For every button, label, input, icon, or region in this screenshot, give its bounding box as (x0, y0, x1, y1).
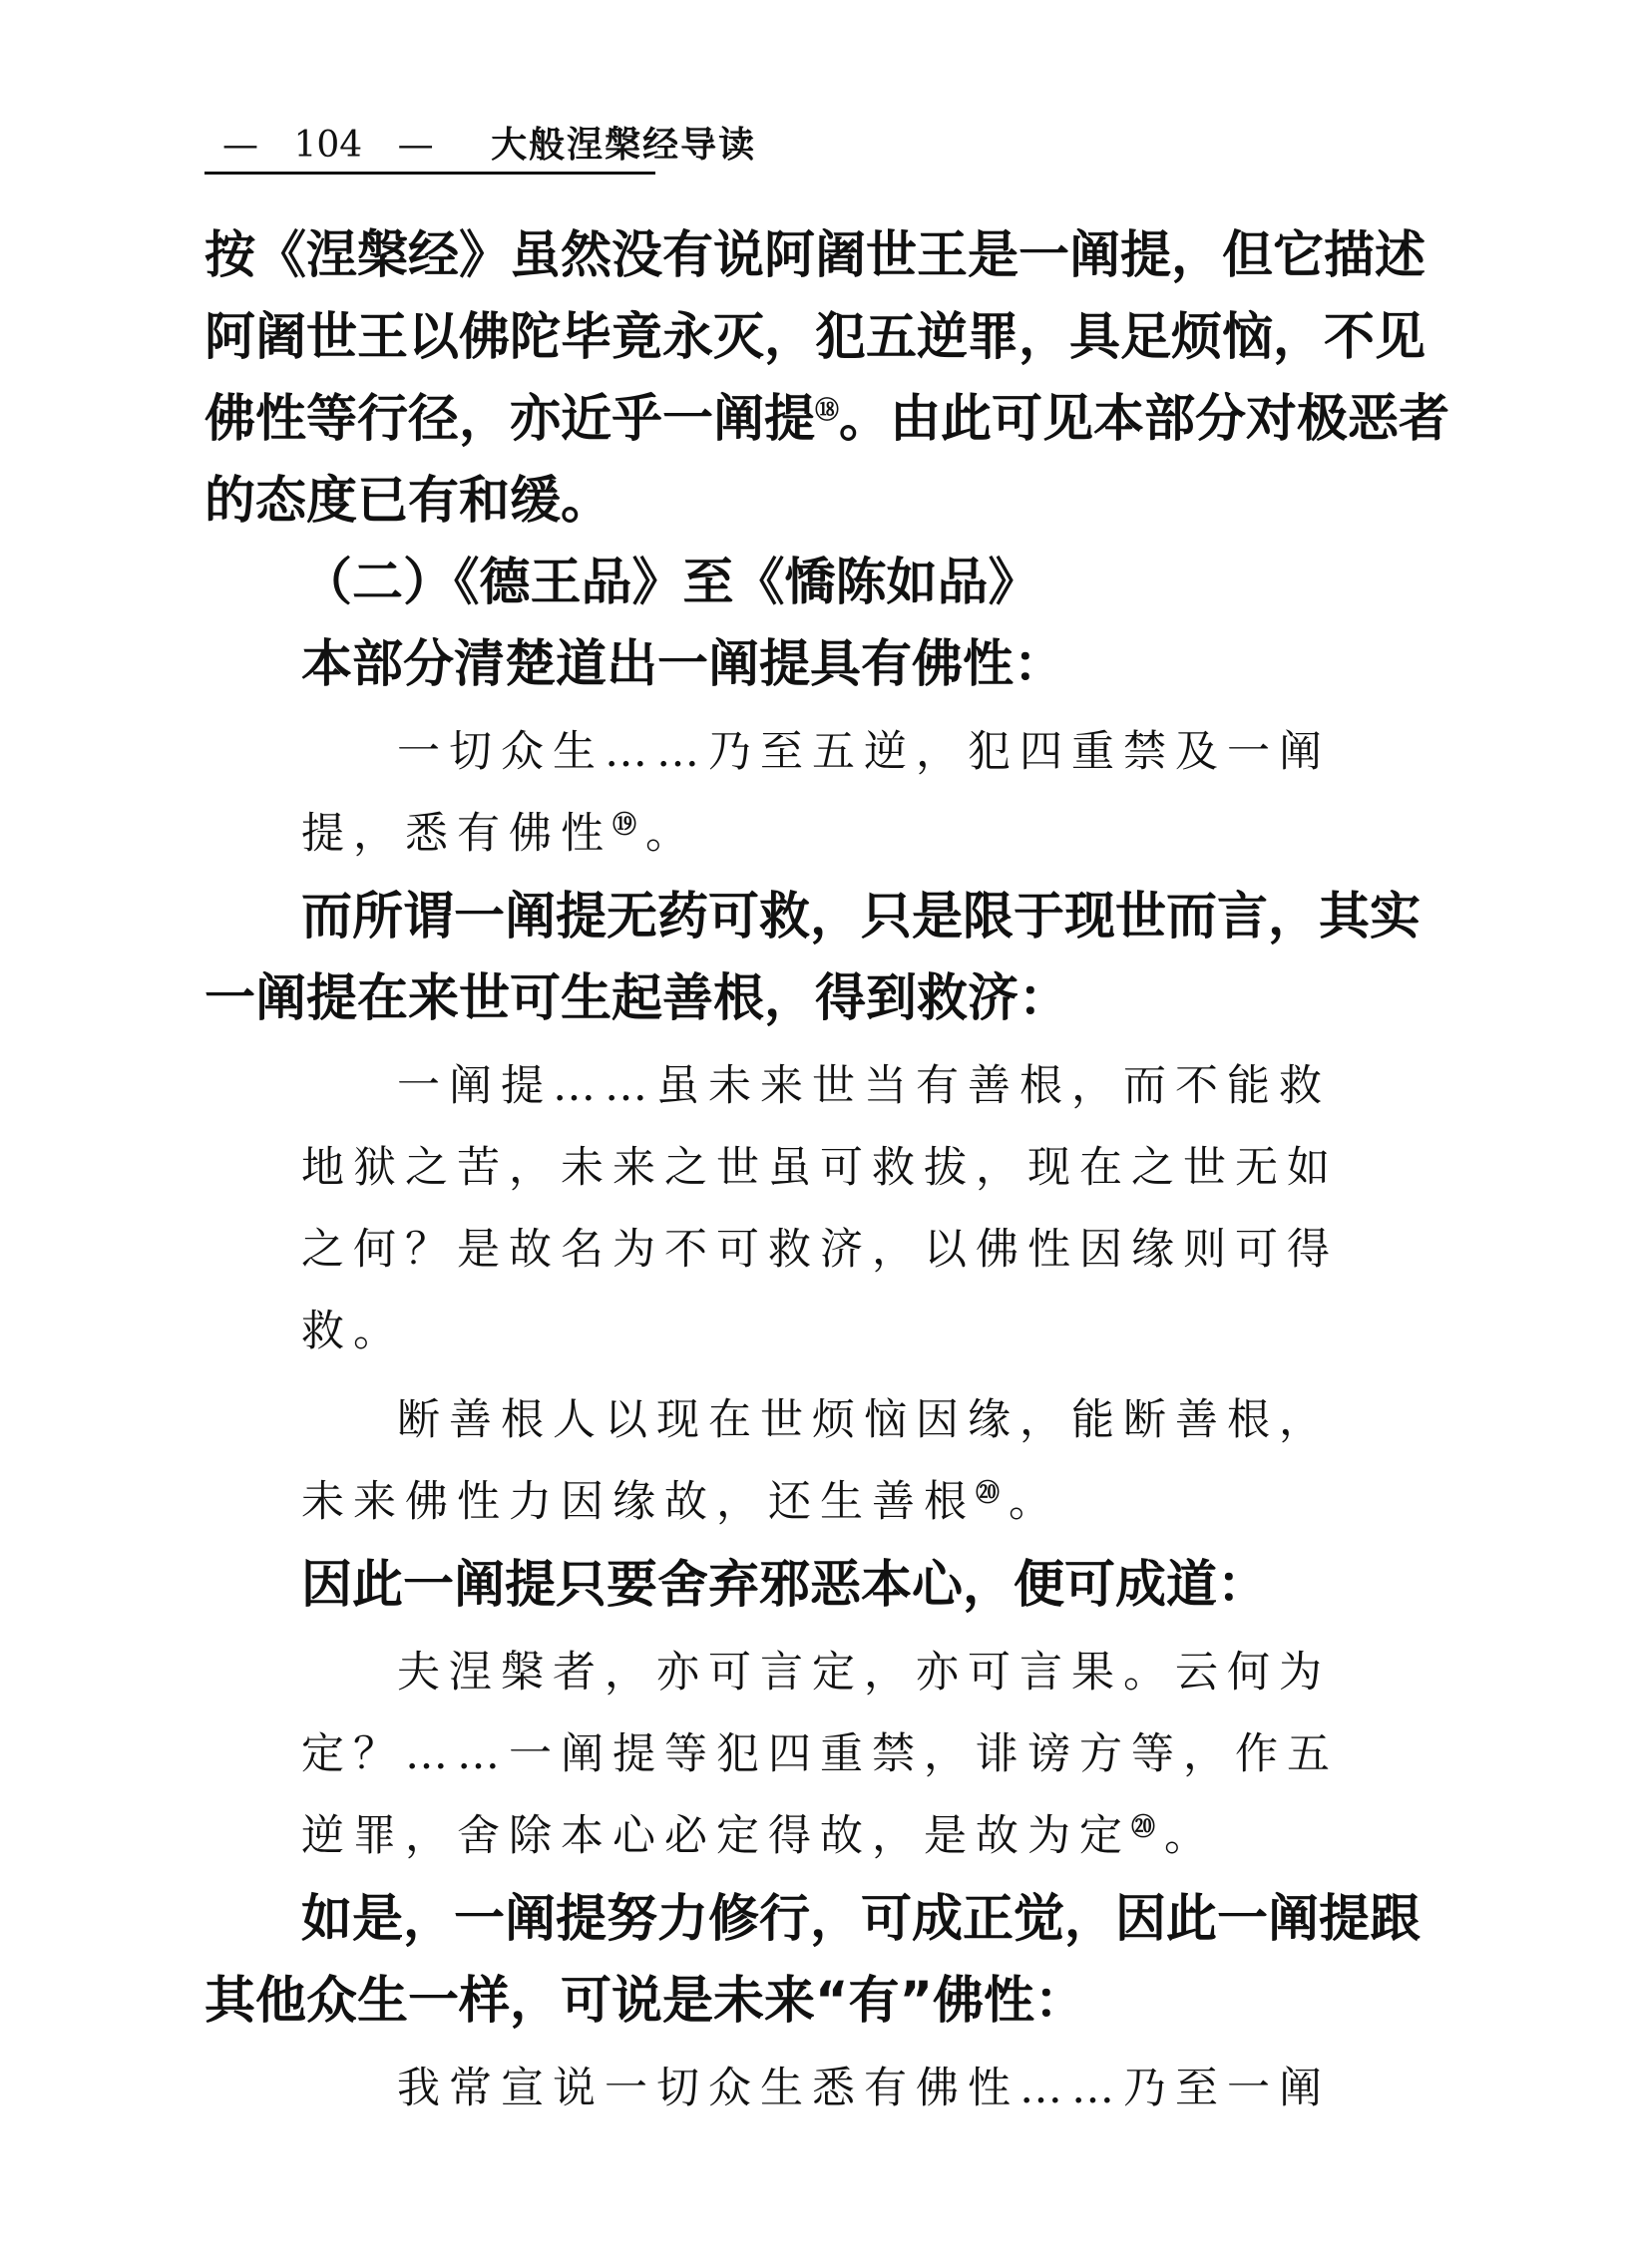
line-text-tail: 。 (1164, 1811, 1216, 1861)
footnote-marker: ⑱ (815, 396, 840, 424)
header-dash-right: — (397, 125, 434, 166)
text-line (204, 1970, 1085, 2034)
line-text: 的态度已有和缓。 (204, 472, 612, 531)
line-text: 提，悉有佛性 (301, 809, 612, 859)
footnote-marker: ⑳ (976, 1477, 1009, 1507)
page-number: 104 (293, 125, 363, 166)
line-text: 按《涅槃经》虽然没有说阿阇世王是一阐提，但它描述 (204, 226, 1426, 285)
text-line (301, 1554, 1268, 1618)
book-title: 大般涅槃经导读 (491, 125, 757, 166)
line-text: 一阐提……虽未来世当有善根，而不能救 (397, 1061, 1331, 1111)
quote-line (301, 804, 697, 864)
header-rule (204, 172, 655, 175)
line-text: 一阐提在来世可生起善根，得到救济： (204, 969, 1070, 1028)
line-text: （二）《德王品》至《憍陈如品》 (301, 554, 1039, 612)
quote-line (397, 1056, 1331, 1116)
quote-line (301, 1220, 1339, 1280)
line-text: 本部分清楚道出一阐提具有佛性： (301, 635, 1065, 694)
line-text: 我常宣说一切众生悉有佛性……乃至一阐 (397, 2064, 1331, 2113)
quote-line (301, 1724, 1339, 1784)
line-text-tail: 。由此可见本部分对极恶者 (839, 390, 1450, 449)
line-text-tail: 。 (1009, 1477, 1060, 1527)
text-line (204, 388, 1449, 452)
line-text: 因此一阐提只要舍弃邪恶本心，便可成道： (301, 1556, 1269, 1615)
footnote-marker: ⑳ (1131, 1811, 1164, 1841)
line-text: 佛性等行径，亦近乎一阐提 (204, 390, 816, 449)
line-text: 救。 (301, 1307, 405, 1356)
line-text: 断善根人以现在世烦恼因缘，能断善根， (397, 1395, 1331, 1445)
line-text: 地狱之苦，未来之世虽可救拔，现在之世无如 (301, 1143, 1339, 1193)
line-text: 阿阇世王以佛陀毕竟永灭，犯五逆罪，具足烦恼，不见 (204, 308, 1426, 367)
quote-line (397, 722, 1331, 782)
line-text: 如是，一阐提努力修行，可成正觉，因此一阐提跟 (301, 1890, 1422, 1949)
quote-line (397, 1390, 1331, 1450)
quote-line (397, 1643, 1331, 1702)
line-text: 夫涅槃者，亦可言定，亦可言果。云何为 (397, 1648, 1331, 1698)
running-header (204, 118, 756, 174)
text-line (301, 552, 1039, 615)
quote-line (397, 2059, 1331, 2118)
line-text: 逆罪，舍除本心必定得故，是故为定 (301, 1811, 1131, 1861)
line-text: 其他众生一样，可说是未来“有”佛性： (204, 1972, 1086, 2031)
footnote-marker: ⑲ (612, 809, 645, 839)
quote-line (301, 1138, 1339, 1198)
text-line (204, 224, 1425, 288)
line-text: 定？……一阐提等犯四重禁，诽谤方等，作五 (301, 1729, 1339, 1779)
quote-line (301, 1302, 405, 1361)
text-line (301, 633, 1064, 697)
header-dash-left: — (222, 125, 258, 166)
line-text: 一切众生……乃至五逆，犯四重禁及一阐 (397, 727, 1331, 777)
text-line (204, 967, 1069, 1031)
line-text: 而所谓一阐提无药可救，只是限于现世而言，其实 (301, 888, 1422, 946)
quote-line (301, 1806, 1216, 1866)
text-line (301, 886, 1421, 949)
text-line (301, 1888, 1421, 1952)
text-line (204, 470, 611, 534)
line-text: 未来佛性力因缘故，还生善根 (301, 1477, 976, 1527)
text-line (204, 306, 1425, 370)
line-text-tail: 。 (645, 809, 697, 859)
quote-line (301, 1472, 1060, 1532)
line-text: 之何？是故名为不可救济，以佛性因缘则可得 (301, 1225, 1339, 1275)
